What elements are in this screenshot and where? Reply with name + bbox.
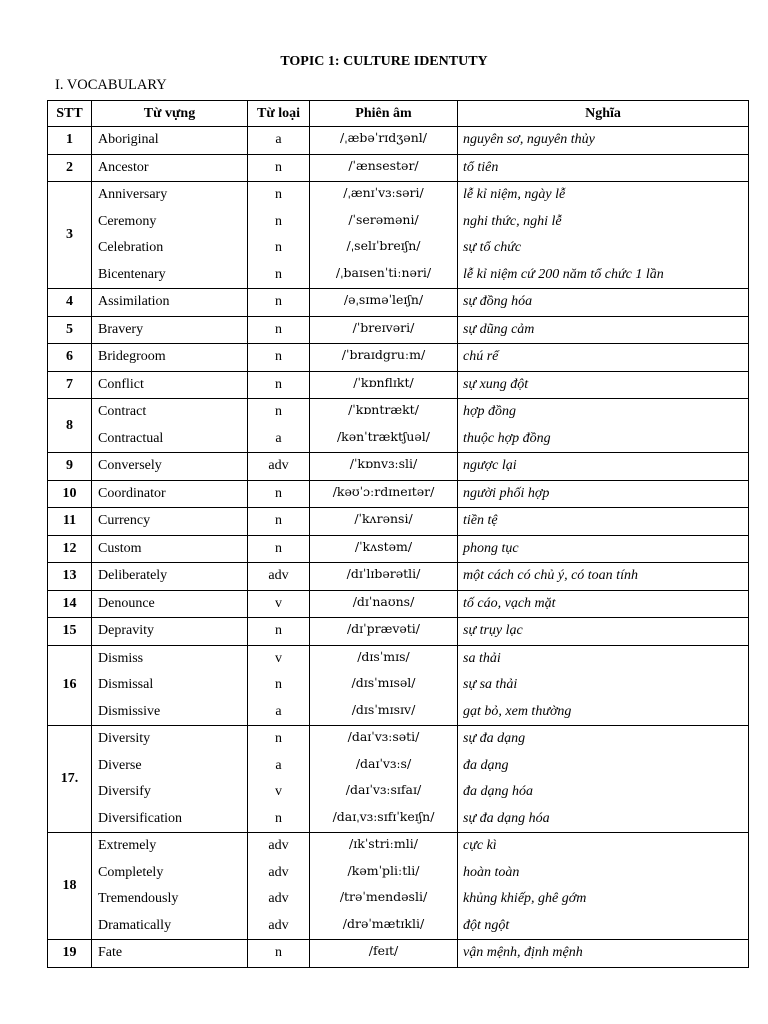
row-number: 17.: [48, 726, 92, 833]
word-text: Diversification: [98, 810, 182, 826]
meaning-text: sa thải: [463, 650, 501, 666]
ipa-cell: [310, 453, 458, 481]
pos-text: a: [275, 430, 282, 446]
ipa-text: /ˈkɒntrækt/: [348, 402, 419, 417]
row-number: 4: [48, 289, 92, 317]
word-cell: [92, 508, 248, 536]
ipa-text: /ˈbreɪvəri/: [352, 319, 415, 335]
word-text: Ancestor: [98, 159, 149, 175]
word-text: Diverse: [98, 757, 142, 773]
ipa-text: /dɪˈprævəti/: [346, 621, 421, 636]
word-text: Custom: [98, 540, 142, 556]
table-row: [48, 453, 749, 481]
word-cell: [92, 289, 248, 317]
word-cell: [92, 833, 248, 940]
meaning-cell: [458, 726, 749, 833]
word-text: Currency: [98, 513, 151, 528]
pos-text: a: [275, 703, 282, 719]
meaning-cell: [458, 940, 749, 968]
pos-cell: [248, 940, 310, 968]
ipa-cell: [310, 154, 458, 182]
meaning-cell: [458, 316, 749, 344]
pos-text: n: [275, 376, 282, 392]
pos-text: adv: [268, 838, 289, 853]
word-cell: [92, 563, 248, 591]
word-text: Conflict: [98, 376, 144, 392]
word-text: Dismissal: [98, 677, 154, 692]
word-text: Bridegroom: [98, 349, 166, 364]
document-title: TOPIC 1: CULTURE IDENTUTY: [280, 54, 488, 69]
table-row: [48, 127, 749, 155]
table-row: [48, 371, 749, 399]
word-text: Diversify: [98, 784, 151, 799]
ipa-text: /ˈserəməni/: [348, 211, 419, 227]
header-ipa: Phiên âm: [310, 101, 458, 127]
meaning-cell: [458, 127, 749, 155]
table-row: [48, 590, 749, 618]
pos-cell: [248, 535, 310, 563]
meaning-text: sự dũng cảm: [463, 321, 535, 337]
ipa-cell: [310, 289, 458, 317]
table-row: [48, 645, 749, 726]
meaning-text: một cách có chủ ý, có toan tính: [463, 568, 638, 583]
meaning-text: nghi thức, nghi lễ: [463, 213, 562, 229]
row-number: 11: [48, 508, 92, 536]
ipa-text: /ˈkʌstəm/: [354, 538, 413, 554]
pos-cell: [248, 399, 310, 453]
table-row: [48, 316, 749, 344]
pos-cell: [248, 563, 310, 591]
pos-cell: [248, 182, 310, 289]
meaning-text: đột ngột: [463, 917, 510, 933]
table-row: [48, 182, 749, 289]
word-cell: [92, 645, 248, 726]
meaning-cell: [458, 645, 749, 726]
meaning-cell: [458, 371, 749, 399]
ipa-cell: [310, 371, 458, 399]
table-row: [48, 289, 749, 317]
ipa-cell: [310, 316, 458, 344]
pos-cell: [248, 480, 310, 508]
ipa-text: /daɪˈvɜːsəti/: [347, 729, 420, 744]
pos-text: adv: [268, 917, 289, 933]
meaning-cell: [458, 508, 749, 536]
ipa-text: /dɪˈlɪbərətli/: [346, 566, 421, 581]
pos-text: adv: [268, 891, 289, 906]
word-text: Dismissive: [98, 703, 161, 719]
word-text: Diversity: [98, 731, 151, 746]
pos-text: n: [275, 513, 282, 528]
meaning-text: chú rể: [463, 349, 499, 364]
meaning-cell: [458, 453, 749, 481]
word-text: Aboriginal: [98, 132, 159, 147]
word-text: Dismiss: [98, 650, 144, 666]
word-cell: [92, 726, 248, 833]
meaning-cell: [458, 182, 749, 289]
meaning-text: người phối hợp: [463, 485, 550, 501]
meaning-text: lễ kỉ niệm, ngày lễ: [463, 187, 566, 202]
row-number: 7: [48, 371, 92, 399]
meaning-text: ngược lại: [463, 458, 517, 473]
ipa-cell: [310, 645, 458, 726]
ipa-cell: [310, 833, 458, 940]
table-row: [48, 508, 749, 536]
word-text: Depravity: [98, 623, 154, 638]
pos-text: n: [275, 321, 282, 337]
table-row: [48, 563, 749, 591]
meaning-text: đa dạng hóa: [463, 784, 533, 799]
header-stt: STT: [48, 101, 92, 127]
pos-text: adv: [268, 458, 289, 473]
meaning-text: sự đa dạng hóa: [463, 810, 550, 826]
ipa-cell: [310, 618, 458, 646]
word-text: Dramatically: [98, 917, 172, 933]
ipa-cell: [310, 399, 458, 453]
meaning-text: lễ kỉ niệm cứ 200 năm tổ chức 1 lần: [463, 266, 664, 282]
pos-text: n: [275, 485, 282, 501]
meaning-text: sự tổ chức: [463, 240, 522, 255]
ipa-cell: [310, 563, 458, 591]
meaning-text: thuộc hợp đồng: [463, 430, 551, 446]
pos-cell: [248, 127, 310, 155]
row-number: 10: [48, 480, 92, 508]
table-row: [48, 833, 749, 940]
meaning-text: sự sa thải: [463, 677, 518, 692]
word-cell: [92, 344, 248, 372]
table-row: [48, 344, 749, 372]
ipa-text: /dɪsˈmɪsɪv/: [351, 701, 416, 717]
meaning-text: tiền tệ: [463, 513, 498, 528]
pos-text: adv: [268, 568, 289, 583]
row-number: 3: [48, 182, 92, 289]
word-text: Contract: [98, 404, 147, 419]
row-number: 13: [48, 563, 92, 591]
pos-cell: [248, 726, 310, 833]
word-cell: [92, 453, 248, 481]
meaning-cell: [458, 289, 749, 317]
pos-cell: [248, 371, 310, 399]
pos-cell: [248, 344, 310, 372]
word-cell: [92, 618, 248, 646]
pos-text: n: [275, 623, 282, 638]
word-cell: [92, 590, 248, 618]
word-text: Denounce: [98, 595, 155, 611]
word-text: Bravery: [98, 321, 144, 337]
ipa-text: /feɪt/: [368, 943, 399, 958]
header-pos: Từ loại: [248, 101, 310, 127]
word-cell: [92, 940, 248, 968]
ipa-text: /dɪˈnaʊns/: [352, 593, 415, 609]
ipa-text: /ˈkɒnvɜːsli/: [349, 456, 418, 471]
meaning-text: sự đa dạng: [463, 731, 526, 746]
pos-text: n: [275, 731, 282, 746]
word-text: Bicentenary: [98, 266, 166, 282]
section-heading: I. VOCABULARY: [55, 77, 167, 93]
meaning-cell: [458, 399, 749, 453]
pos-text: v: [275, 595, 282, 611]
pos-cell: [248, 645, 310, 726]
row-number: 2: [48, 154, 92, 182]
ipa-cell: [310, 127, 458, 155]
word-cell: [92, 371, 248, 399]
pos-text: n: [275, 810, 282, 826]
word-cell: [92, 154, 248, 182]
ipa-text: /ˌselɪˈbreɪʃn/: [346, 238, 421, 253]
row-number: 15: [48, 618, 92, 646]
meaning-text: tổ tiên: [463, 159, 499, 175]
word-cell: [92, 182, 248, 289]
ipa-text: /ˈænsestər/: [348, 157, 419, 173]
row-number: 6: [48, 344, 92, 372]
ipa-cell: [310, 535, 458, 563]
meaning-text: hoàn toàn: [463, 864, 520, 880]
pos-cell: [248, 618, 310, 646]
meaning-cell: [458, 480, 749, 508]
word-text: Conversely: [98, 458, 162, 473]
row-number: 8: [48, 399, 92, 453]
pos-text: n: [275, 240, 282, 255]
pos-text: n: [275, 677, 282, 692]
word-text: Contractual: [98, 430, 164, 446]
table-row: [48, 154, 749, 182]
word-cell: [92, 535, 248, 563]
table-row: [48, 480, 749, 508]
ipa-cell: [310, 508, 458, 536]
ipa-text: /daɪˈvɜːsɪfaɪ/: [345, 782, 422, 797]
meaning-text: gạt bỏ, xem thường: [463, 703, 572, 719]
ipa-text: /ˈkɒnflɪkt/: [353, 374, 414, 390]
ipa-cell: [310, 182, 458, 289]
meaning-text: sự đồng hóa: [463, 294, 533, 309]
table-row: [48, 618, 749, 646]
ipa-text: /daɪˈvɜːs/: [355, 755, 412, 771]
meaning-cell: [458, 590, 749, 618]
table-row: [48, 940, 749, 968]
meaning-text: sự xung đột: [463, 376, 529, 392]
ipa-text: /kəʊˈɔːrdɪneɪtər/: [332, 483, 435, 499]
pos-text: a: [275, 757, 282, 773]
word-text: Anniversary: [98, 187, 168, 202]
ipa-cell: [310, 590, 458, 618]
word-text: Deliberately: [98, 568, 168, 583]
meaning-text: sự trụy lạc: [463, 623, 523, 638]
pos-cell: [248, 154, 310, 182]
meaning-text: phong tục: [463, 540, 519, 556]
header-word: Từ vựng: [92, 101, 248, 127]
ipa-text: /əˌsɪməˈleɪʃn/: [343, 292, 424, 307]
ipa-cell: [310, 940, 458, 968]
row-number: 16: [48, 645, 92, 726]
ipa-cell: [310, 344, 458, 372]
ipa-text: /kəmˈpliːtli/: [347, 862, 420, 878]
row-number: 19: [48, 940, 92, 968]
word-text: Extremely: [98, 838, 157, 853]
pos-text: n: [275, 213, 282, 229]
row-number: 5: [48, 316, 92, 344]
word-text: Completely: [98, 864, 164, 880]
ipa-text: /drəˈmætɪkli/: [342, 915, 425, 931]
ipa-text: /dɪsˈmɪsəl/: [351, 675, 416, 690]
pos-text: a: [275, 132, 282, 147]
ipa-text: /dɪsˈmɪs/: [357, 648, 410, 664]
row-number: 12: [48, 535, 92, 563]
table-header-row: [48, 101, 749, 127]
word-text: Assimilation: [98, 294, 170, 309]
pos-text: v: [275, 650, 282, 666]
pos-text: n: [275, 266, 282, 282]
word-cell: [92, 127, 248, 155]
table-row: [48, 726, 749, 833]
pos-cell: [248, 316, 310, 344]
meaning-text: đa dạng: [463, 757, 509, 773]
meaning-cell: [458, 344, 749, 372]
pos-text: n: [275, 945, 282, 960]
pos-cell: [248, 289, 310, 317]
header-meaning: Nghĩa: [458, 101, 749, 127]
pos-cell: [248, 833, 310, 940]
ipa-text: /ˌæbəˈrɪdʒənl/: [340, 130, 427, 145]
word-cell: [92, 399, 248, 453]
pos-text: n: [275, 294, 282, 309]
pos-text: adv: [268, 864, 289, 880]
ipa-text: /kənˈtræktʃuəl/: [336, 428, 431, 444]
meaning-text: nguyên sơ, nguyên thủy: [463, 132, 595, 147]
word-cell: [92, 480, 248, 508]
meaning-cell: [458, 618, 749, 646]
ipa-text: /ɪkˈstriːmli/: [349, 836, 418, 851]
word-text: Tremendously: [98, 891, 179, 906]
pos-cell: [248, 453, 310, 481]
pos-cell: [248, 590, 310, 618]
word-cell: [92, 316, 248, 344]
table-row: [48, 399, 749, 453]
meaning-cell: [458, 535, 749, 563]
ipa-cell: [310, 480, 458, 508]
vocabulary-table: [47, 100, 749, 968]
pos-text: v: [275, 784, 282, 799]
ipa-cell: [310, 726, 458, 833]
row-number: 18: [48, 833, 92, 940]
pos-text: n: [275, 349, 282, 364]
ipa-text: /ˌænɪˈvɜːsəri/: [343, 185, 424, 200]
ipa-text: /ˈkʌrənsi/: [354, 511, 413, 526]
table-row: [48, 535, 749, 563]
meaning-text: tố cáo, vạch mặt: [463, 595, 556, 611]
row-number: 9: [48, 453, 92, 481]
word-text: Coordinator: [98, 485, 166, 501]
row-number: 1: [48, 127, 92, 155]
table-body: [48, 127, 749, 968]
meaning-text: hợp đồng: [463, 404, 516, 419]
word-text: Fate: [98, 945, 123, 960]
pos-text: n: [275, 187, 282, 202]
ipa-text: /trəˈmendəsli/: [339, 889, 428, 904]
word-text: Ceremony: [98, 213, 157, 229]
pos-text: n: [275, 159, 282, 175]
meaning-text: cực kì: [463, 838, 497, 853]
ipa-text: /daɪˌvɜːsɪfɪˈkeɪʃn/: [332, 808, 435, 824]
meaning-cell: [458, 154, 749, 182]
meaning-text: khủng khiếp, ghê gớm: [463, 891, 587, 906]
pos-text: n: [275, 540, 282, 556]
word-text: Celebration: [98, 240, 164, 255]
row-number: 14: [48, 590, 92, 618]
ipa-text: /ˌbaɪsenˈtiːnəri/: [335, 264, 432, 280]
ipa-text: /ˈbraɪdgruːm/: [341, 347, 426, 362]
meaning-cell: [458, 563, 749, 591]
pos-cell: [248, 508, 310, 536]
meaning-cell: [458, 833, 749, 940]
meaning-text: vận mệnh, định mệnh: [463, 945, 583, 960]
pos-text: n: [275, 404, 282, 419]
